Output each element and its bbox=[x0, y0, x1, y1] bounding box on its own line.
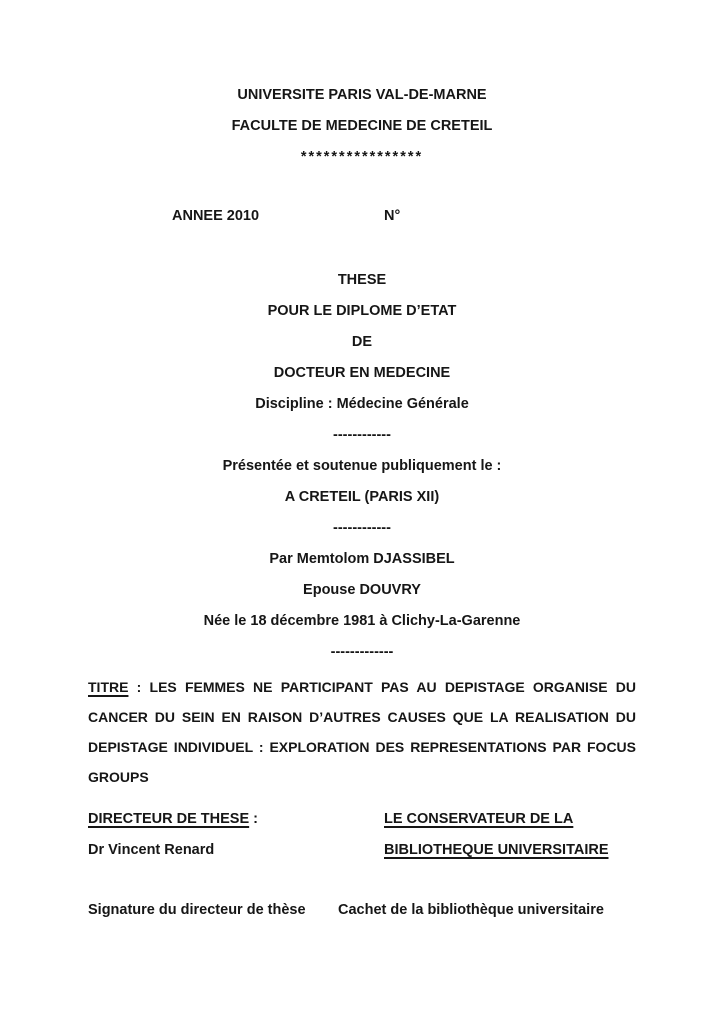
library-stamp-label: Cachet de la bibliothèque universitaire bbox=[338, 902, 604, 918]
dash-separator: ------------ bbox=[333, 520, 391, 536]
director-conservator-block bbox=[88, 804, 636, 866]
asterisk-separator: **************** bbox=[300, 149, 424, 165]
title-line-4: GROUPS bbox=[88, 769, 149, 785]
signature-row bbox=[88, 895, 636, 926]
title-line-1-text: : LES FEMMES NE PARTICIPANT PAS AU DEPISTAGE ORGANISE DU bbox=[128, 679, 636, 695]
thesis-title bbox=[88, 672, 636, 792]
university-name: UNIVERSITE PARIS VAL-DE-MARNE bbox=[237, 87, 487, 103]
title-label: TITRE bbox=[88, 679, 129, 695]
doctor-line: DOCTEUR EN MEDECINE bbox=[273, 365, 451, 381]
discipline-line: Discipline : Médecine Générale bbox=[255, 396, 469, 412]
director-row-2 bbox=[88, 835, 636, 866]
director-row-1 bbox=[88, 804, 636, 835]
year-number-row bbox=[88, 201, 636, 232]
title-line-1 bbox=[88, 672, 636, 702]
author-line: Par Memtolom DJASSIBEL bbox=[269, 551, 455, 567]
defense-line: Présentée et soutenue publiquement le : bbox=[222, 458, 502, 474]
director-label: DIRECTEUR DE THESE bbox=[88, 811, 250, 827]
thesis-number-label: N° bbox=[384, 208, 401, 224]
conservator-line-1: LE CONSERVATEUR DE LA bbox=[384, 811, 574, 827]
director-colon: : bbox=[249, 811, 258, 827]
title-line-3: DEPISTAGE INDIVIDUEL : EXPLORATION DES REPRESENTATIONS PAR FOCUS bbox=[88, 739, 636, 755]
faculty-name: FACULTE DE MEDECINE DE CRETEIL bbox=[231, 118, 493, 134]
birth-line: Née le 18 décembre 1981 à Clichy-La-Garenne bbox=[203, 613, 521, 629]
diploma-line: POUR LE DIPLOME D’ETAT bbox=[267, 303, 457, 319]
de-line: DE bbox=[351, 334, 373, 350]
dash-separator: ------------ bbox=[333, 427, 391, 443]
spouse-line: Epouse DOUVRY bbox=[303, 582, 421, 598]
director-name: Dr Vincent Renard bbox=[88, 842, 215, 858]
university-header bbox=[88, 80, 636, 173]
conservator-line-2: BIBLIOTHEQUE UNIVERSITAIRE bbox=[384, 842, 609, 858]
dash-separator: ------------- bbox=[330, 644, 394, 660]
location-line: A CRETEIL (PARIS XII) bbox=[284, 489, 440, 505]
director-label-wrap bbox=[88, 811, 258, 827]
year-label: ANNEE 2010 bbox=[172, 208, 260, 224]
degree-block bbox=[88, 265, 636, 668]
these-heading: THESE bbox=[337, 272, 387, 288]
director-signature-label: Signature du directeur de thèse bbox=[88, 902, 306, 918]
title-line-2: CANCER DU SEIN EN RAISON D’AUTRES CAUSES QUE LA REALISATION DU bbox=[88, 709, 636, 725]
